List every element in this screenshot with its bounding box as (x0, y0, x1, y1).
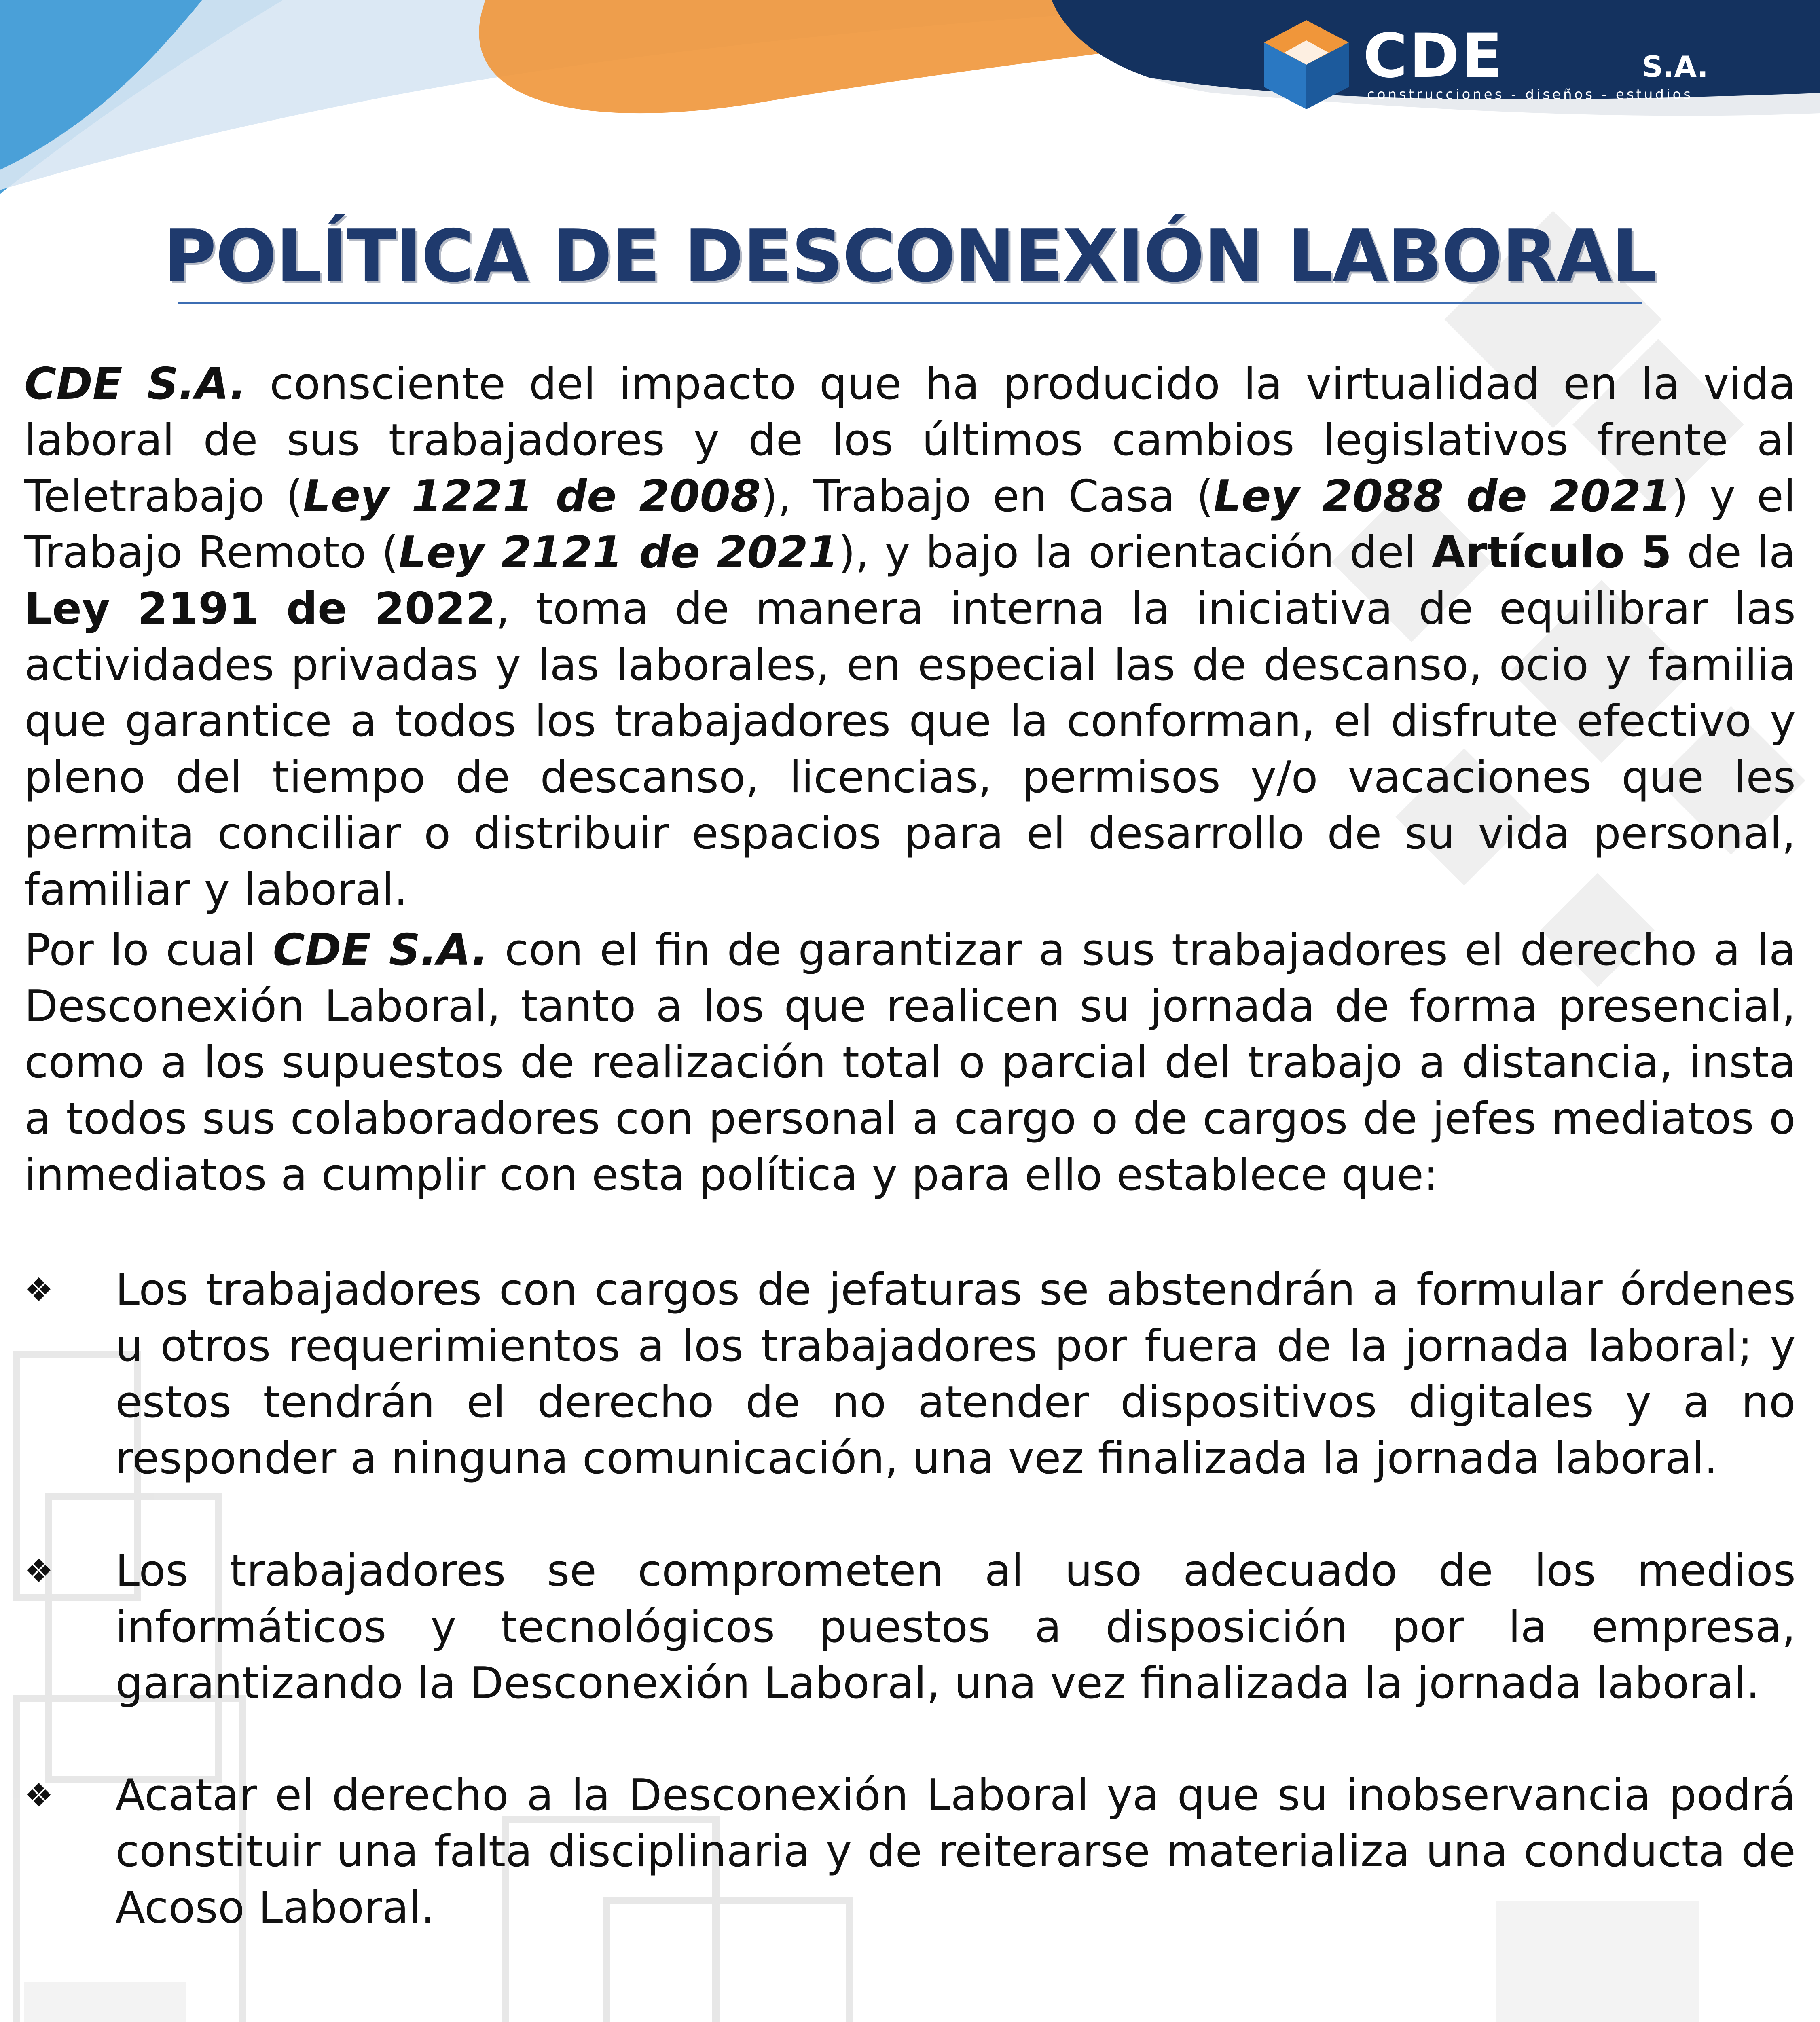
law-reference-3: Ley 2121 de 2021 (398, 527, 838, 578)
policy-paragraph (24, 922, 1796, 1203)
page-title: POLÍTICA DE DESCONEXIÓN LABORAL (163, 214, 1657, 298)
intro-text-6: , toma de manera interna la iniciativa de equilibrar las actividades privadas y las laborales, en especial las de descanso, ocio y familia que garantice a todos los trabajadores que la conforman, el disfrute efectivo y pleno del tiempo de descanso, licencias, permisos y/o vacaciones que les permita conciliar o distribuir espacios para el desarrollo de su vida personal, familiar y laboral. (24, 584, 1796, 915)
law-reference-4: Ley 2191 de 2022 (24, 584, 496, 634)
intro-text-1: consciente del impacto que ha producido la virtualidad en la vida laboral de sus trabajadores y de los últimos cambios legislativos frente al Teletrabajo ( (24, 359, 1796, 522)
list-item-text: Acatar el derecho a la Desconexión Laboral ya que su inobservancia podrá constituir una falta disciplinaria y de reiterarse materializa una conducta de Acoso Laboral. (115, 1770, 1796, 1933)
header-logo-tagline: construcciones - diseños - estudios (1367, 87, 1693, 103)
cube-logo-icon (1264, 20, 1349, 109)
list-item-text: Los trabajadores se comprometen al uso adecuado de los medios informáticos y tecnológicos puestos a disposición por la empresa, garantizando la Desconexión Laboral, una vez finalizada la jornada laboral. (115, 1546, 1796, 1709)
law-reference-1: Ley 1221 de 2008 (303, 471, 761, 522)
header-logo-text: CDE (1363, 21, 1505, 91)
policy-text-2: con el fin de garantizar a sus trabajadores el derecho a la Desconexión Laboral, tanto a los que realicen su jornada de forma presencial, como a los supuestos de realización total o parcial del trabajo a distancia, insta a todos sus colaboradores con personal a cargo o de cargos de jefes mediatos o inmediatos a cumplir con esta política y para ello establece que: (24, 925, 1796, 1200)
diamond-bullet-icon: ❖ (24, 1552, 53, 1590)
company-name: CDE S.A. (24, 359, 247, 409)
intro-text-4: ), y bajo la orientación del (838, 527, 1432, 578)
intro-text-3: ) y el Trabajo Remoto ( (24, 471, 1796, 578)
law-reference-2: Ley 2088 de 2021 (1213, 471, 1672, 522)
diamond-bullet-icon: ❖ (24, 1271, 53, 1309)
intro-paragraph (24, 356, 1796, 918)
diamond-bullet-icon: ❖ (24, 1777, 53, 1814)
intro-text-2: ), Trabajo en Casa ( (760, 471, 1214, 522)
company-name: CDE S.A. (273, 925, 488, 975)
company-logo-header (1254, 16, 1780, 113)
policy-text-1: Por lo cual (24, 925, 273, 975)
intro-text-5: de la (1672, 527, 1796, 578)
article-reference: Artículo 5 (1431, 527, 1672, 578)
title-underline (178, 302, 1642, 304)
list-item-text: Los trabajadores con cargos de jefaturas se abstendrán a formular órdenes u otros requerimientos a los trabajadores por fuera de la jornada laboral; y estos tendrán el derecho de no atender dispositivos digitales y a no responder a ninguna comunicación, una vez finalizada la jornada laboral. (115, 1265, 1796, 1484)
header-logo-suffix: S.A. (1642, 50, 1708, 84)
